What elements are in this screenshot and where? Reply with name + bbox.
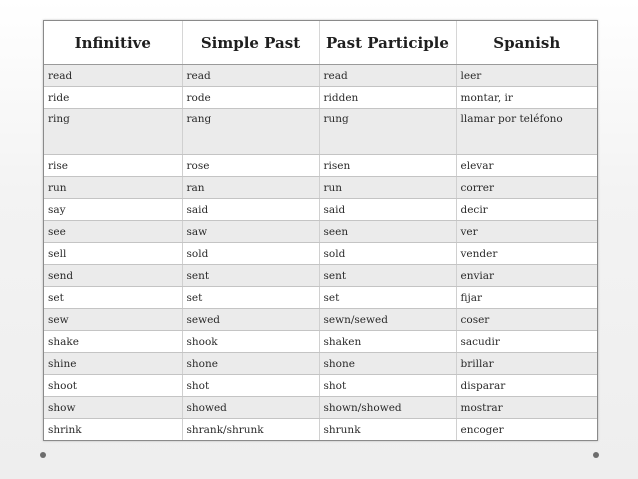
cell-past-participle: shot: [319, 375, 456, 397]
header-spanish: Spanish: [456, 21, 597, 65]
cell-past-participle: rung: [319, 109, 456, 155]
cell-spanish: ver: [456, 221, 597, 243]
cell-spanish: vender: [456, 243, 597, 265]
cell-infinitive: ride: [44, 87, 182, 109]
header-simple-past: Simple Past: [182, 21, 319, 65]
cell-past-participle: read: [319, 65, 456, 87]
cell-spanish: llamar por teléfono: [456, 109, 597, 155]
cell-spanish: elevar: [456, 155, 597, 177]
cell-past-participle: sent: [319, 265, 456, 287]
table-row: [44, 375, 597, 397]
table-header-row: [44, 21, 597, 65]
cell-simple-past: sent: [182, 265, 319, 287]
verb-table-container: [43, 20, 598, 441]
cell-infinitive: shoot: [44, 375, 182, 397]
cell-infinitive: run: [44, 177, 182, 199]
cell-spanish: enviar: [456, 265, 597, 287]
cell-infinitive: show: [44, 397, 182, 419]
cell-past-participle: sold: [319, 243, 456, 265]
cell-past-participle: shown/showed: [319, 397, 456, 419]
cell-simple-past: ran: [182, 177, 319, 199]
cell-spanish: disparar: [456, 375, 597, 397]
cell-spanish: brillar: [456, 353, 597, 375]
cell-past-participle: shaken: [319, 331, 456, 353]
cell-past-participle: seen: [319, 221, 456, 243]
cell-infinitive: say: [44, 199, 182, 221]
cell-infinitive: ring: [44, 109, 182, 155]
table-row: [44, 243, 597, 265]
table-row: [44, 331, 597, 353]
table-row: [44, 155, 597, 177]
cell-simple-past: saw: [182, 221, 319, 243]
cell-spanish: montar, ir: [456, 87, 597, 109]
cell-simple-past: rode: [182, 87, 319, 109]
cell-past-participle: set: [319, 287, 456, 309]
cell-infinitive: rise: [44, 155, 182, 177]
cell-past-participle: shone: [319, 353, 456, 375]
cell-infinitive: shine: [44, 353, 182, 375]
cell-infinitive: shake: [44, 331, 182, 353]
table-row: [44, 397, 597, 419]
header-past-participle: Past Participle: [319, 21, 456, 65]
cell-past-participle: sewn/sewed: [319, 309, 456, 331]
cell-past-participle: run: [319, 177, 456, 199]
cell-spanish: encoger: [456, 419, 597, 441]
table-row: [44, 265, 597, 287]
cell-infinitive: shrink: [44, 419, 182, 441]
cell-past-participle: said: [319, 199, 456, 221]
cell-infinitive: set: [44, 287, 182, 309]
cell-infinitive: sell: [44, 243, 182, 265]
slide-bullet-right: [593, 452, 599, 458]
cell-simple-past: set: [182, 287, 319, 309]
table-row: [44, 419, 597, 441]
cell-spanish: sacudir: [456, 331, 597, 353]
table-row: [44, 309, 597, 331]
cell-simple-past: shook: [182, 331, 319, 353]
table-row: [44, 87, 597, 109]
cell-infinitive: read: [44, 65, 182, 87]
cell-spanish: leer: [456, 65, 597, 87]
table-row: [44, 353, 597, 375]
cell-infinitive: see: [44, 221, 182, 243]
cell-spanish: fijar: [456, 287, 597, 309]
cell-simple-past: shot: [182, 375, 319, 397]
cell-past-participle: risen: [319, 155, 456, 177]
cell-simple-past: showed: [182, 397, 319, 419]
cell-infinitive: sew: [44, 309, 182, 331]
cell-simple-past: sold: [182, 243, 319, 265]
cell-simple-past: said: [182, 199, 319, 221]
slide-bullet-left: [40, 452, 46, 458]
cell-simple-past: read: [182, 65, 319, 87]
cell-past-participle: ridden: [319, 87, 456, 109]
table-row: [44, 287, 597, 309]
cell-simple-past: shone: [182, 353, 319, 375]
table-row: [44, 177, 597, 199]
table-row: [44, 199, 597, 221]
table-row: [44, 65, 597, 87]
table-row: [44, 221, 597, 243]
cell-simple-past: shrank/shrunk: [182, 419, 319, 441]
cell-spanish: mostrar: [456, 397, 597, 419]
cell-past-participle: shrunk: [319, 419, 456, 441]
irregular-verbs-table: [44, 21, 597, 440]
cell-spanish: coser: [456, 309, 597, 331]
cell-simple-past: sewed: [182, 309, 319, 331]
cell-spanish: correr: [456, 177, 597, 199]
header-infinitive: Infinitive: [44, 21, 182, 65]
cell-simple-past: rang: [182, 109, 319, 155]
cell-infinitive: send: [44, 265, 182, 287]
cell-simple-past: rose: [182, 155, 319, 177]
cell-spanish: decir: [456, 199, 597, 221]
table-row: [44, 109, 597, 155]
